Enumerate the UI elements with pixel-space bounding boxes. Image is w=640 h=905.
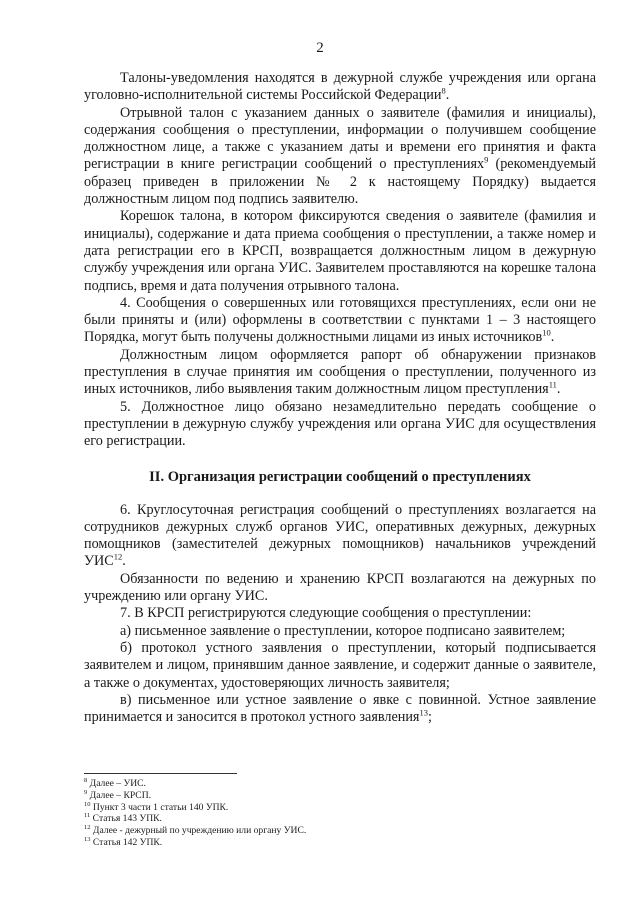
paragraph: Талоны-уведомления находятся в дежурной службе учреждения или органа уголовно-исполнительной системы Российской Федерации$^8$. [84,70,596,104]
paragraph: б) протокол устного заявления о преступлении, который подписывается заявителем и лицом, принявшим данное заявление, и содержит данные о заявителе, а также о документах, удостоверяющих личность заявителя; [84,639,596,691]
footnote: $^{10}$ Пункт 3 части 1 статьи 140 УПК. [84,800,229,813]
footnote: $^9$ Далее – КРСП. [84,788,152,801]
paragraph: в) письменное или устное заявление о явке с повинной. Устное заявление принимается и заносится в протокол устного заявления$^{13}$; [84,691,596,726]
paragraph: Отрывной талон с указанием данных о заявителе (фамилия и инициалы), содержания сообщения о преступлении, информации о получившем сообщение должностном лице, а также с указанием даты и времени его принятия и факта регистрации в книге регистрации сообщений о преступлениях$^9$ (рекомендуемый образец приведен в приложении № 2 к настоящему Порядку) выдается должностным лицом под подпись заявителю. [84,104,596,208]
footnote-ref[interactable]: 8 [441,85,446,96]
paragraph: Должностным лицом оформляется рапорт об обнаружении признаков преступления в случае принятия им сообщения о преступлении, полученного из иных источников, либо выявления таким должностным лицом преступления$^{11}$. [84,346,596,398]
paragraph: 4. Сообщения о совершенных или готовящихся преступлениях, если они не были приняты и (или) оформлены в соответствии с пунктами 1 – 3 настоящего Порядка, могут быть получены должностными лицами из иных источников$^{10}$. [84,294,596,346]
footnote: $^{12}$ Далее - дежурный по учреждению или органу УИС. [84,824,307,837]
paragraph: а) письменное заявление о преступлении, которое подписано заявителем; [120,622,566,639]
section-heading: II. Организация регистрации сообщений о преступлениях [149,468,531,485]
footnote-ref[interactable]: 9 [484,154,489,165]
paragraph: 7. В КРСП регистрируются следующие сообщения о преступлении: [120,605,532,622]
paragraph: 6. Круглосуточная регистрация сообщений о преступлениях возлагается на сотрудников дежурных служб органов УИС, оперативных дежурных, дежурных помощников (заместителей дежурных помощников) начальников учреждений УИС$^{12}$. [84,501,596,570]
footnote-ref[interactable]: 11 [548,379,557,390]
footnote: $^8$ Далее – УИС. [84,776,146,789]
footnotes [84,778,596,849]
paragraph: Корешок талона, в котором фиксируются сведения о заявителе (фамилия и инициалы), содержание и дата приема сообщения о преступлении, а также номер и дата регистрации его в КРСП, возвращается должностным лицом в дежурную службу учреждения или органа УИС. Заявителем проставляются на корешке талона подпись, время и дата получения отрывного талона. [84,208,596,294]
footnote: $^{11}$ Статья 143 УПК. [84,812,162,825]
footnote-ref[interactable]: 13 [419,707,428,718]
footnote-ref[interactable]: 10 [542,327,551,338]
footnote-divider [84,773,237,774]
paragraph: 5. Должностное лицо обязано незамедлительно передать сообщение о преступлении в дежурную службу учреждения или органа УИС для осуществления его регистрации. [84,398,596,450]
document-body [84,70,596,726]
footnote-ref[interactable]: 12 [113,551,123,562]
page-number: 2 [316,40,324,56]
paragraph: Обязанности по ведению и хранению КРСП возлагаются на дежурных по учреждению или органу УИС. [84,570,596,605]
footnote: $^{13}$ Статья 142 УПК. [84,835,163,848]
